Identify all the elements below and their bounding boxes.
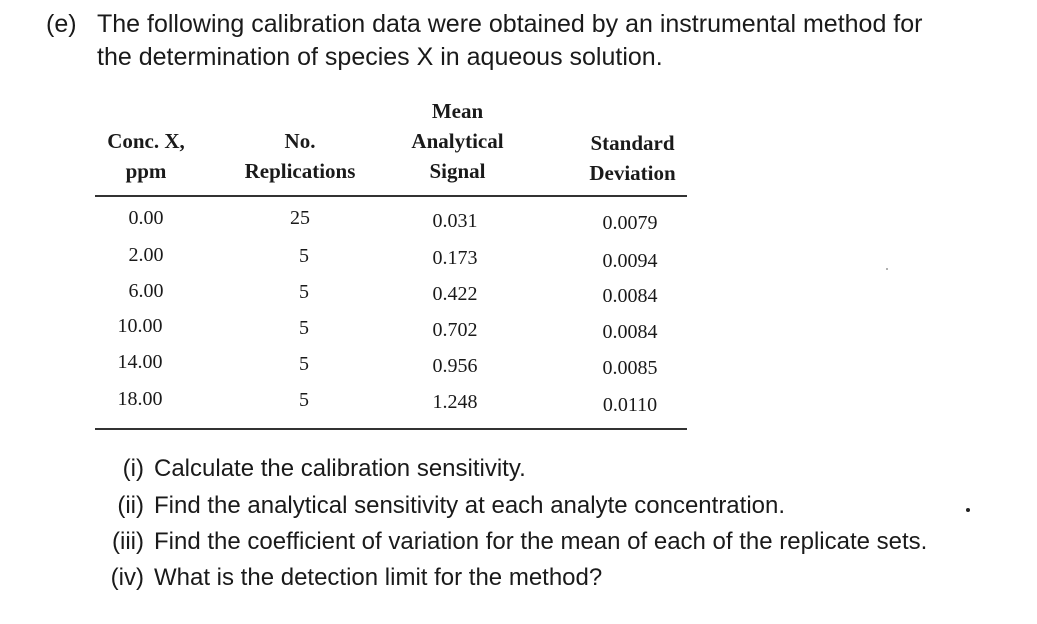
cell-mean-signal: 0.956 bbox=[432, 355, 478, 377]
question-text: Calculate the calibration sensitivity. bbox=[154, 455, 526, 482]
cell-replications: 25 bbox=[290, 207, 310, 229]
header-line: ppm bbox=[125, 159, 167, 183]
cell-std-deviation: 0.0110 bbox=[602, 394, 658, 416]
header-line: Analytical bbox=[411, 129, 504, 153]
question-label: (ii) bbox=[117, 492, 144, 519]
header-replications bbox=[225, 126, 375, 186]
cell-replications: 5 bbox=[299, 389, 309, 411]
intro-line-1: The following calibration data were obtained by an instrumental method for bbox=[97, 10, 923, 38]
intro-line-2: the determination of species X in aqueous solution. bbox=[97, 43, 663, 71]
header-line: Signal bbox=[429, 159, 486, 183]
header-line: Replications bbox=[244, 159, 356, 183]
scan-speck bbox=[966, 508, 970, 512]
header-concentration bbox=[86, 126, 206, 186]
cell-concentration: 18.00 bbox=[117, 388, 163, 410]
cell-mean-signal: 0.031 bbox=[432, 210, 478, 232]
header-line: Mean bbox=[431, 99, 484, 123]
question-text: What is the detection limit for the method? bbox=[154, 564, 603, 591]
question-label: (iii) bbox=[112, 528, 144, 555]
cell-std-deviation: 0.0084 bbox=[602, 321, 658, 343]
question-label: (i) bbox=[122, 455, 144, 482]
problem-label: (e) bbox=[46, 10, 77, 38]
cell-replications: 5 bbox=[299, 245, 309, 267]
cell-std-deviation: 0.0085 bbox=[602, 357, 658, 379]
question-text: Find the coefficient of variation for the mean of each of the replicate sets. bbox=[154, 528, 928, 555]
cell-mean-signal: 0.702 bbox=[432, 319, 478, 341]
header-mean-signal bbox=[390, 96, 525, 186]
table-top-rule bbox=[95, 195, 687, 197]
cell-concentration: 10.00 bbox=[117, 315, 163, 337]
cell-replications: 5 bbox=[299, 317, 309, 339]
table-bottom-rule bbox=[95, 428, 687, 430]
question-text: Find the analytical sensitivity at each analyte concentration. bbox=[154, 492, 786, 519]
scan-speck bbox=[886, 268, 888, 270]
cell-concentration: 14.00 bbox=[117, 351, 163, 373]
cell-std-deviation: 0.0094 bbox=[602, 250, 658, 272]
cell-concentration: 0.00 bbox=[128, 207, 164, 229]
cell-replications: 5 bbox=[299, 281, 309, 303]
cell-replications: 5 bbox=[299, 353, 309, 375]
header-line: Deviation bbox=[589, 161, 676, 185]
header-std-deviation bbox=[565, 128, 700, 188]
question-label: (iv) bbox=[110, 564, 144, 591]
cell-mean-signal: 0.173 bbox=[432, 247, 478, 269]
cell-mean-signal: 0.422 bbox=[432, 283, 478, 305]
cell-concentration: 6.00 bbox=[128, 280, 164, 302]
header-line: Standard bbox=[590, 131, 675, 155]
cell-std-deviation: 0.0084 bbox=[602, 285, 658, 307]
header-line: Conc. X, bbox=[107, 129, 185, 153]
cell-concentration: 2.00 bbox=[128, 244, 164, 266]
cell-std-deviation: 0.0079 bbox=[602, 212, 658, 234]
header-line: No. bbox=[284, 129, 316, 153]
cell-mean-signal: 1.248 bbox=[432, 391, 478, 413]
